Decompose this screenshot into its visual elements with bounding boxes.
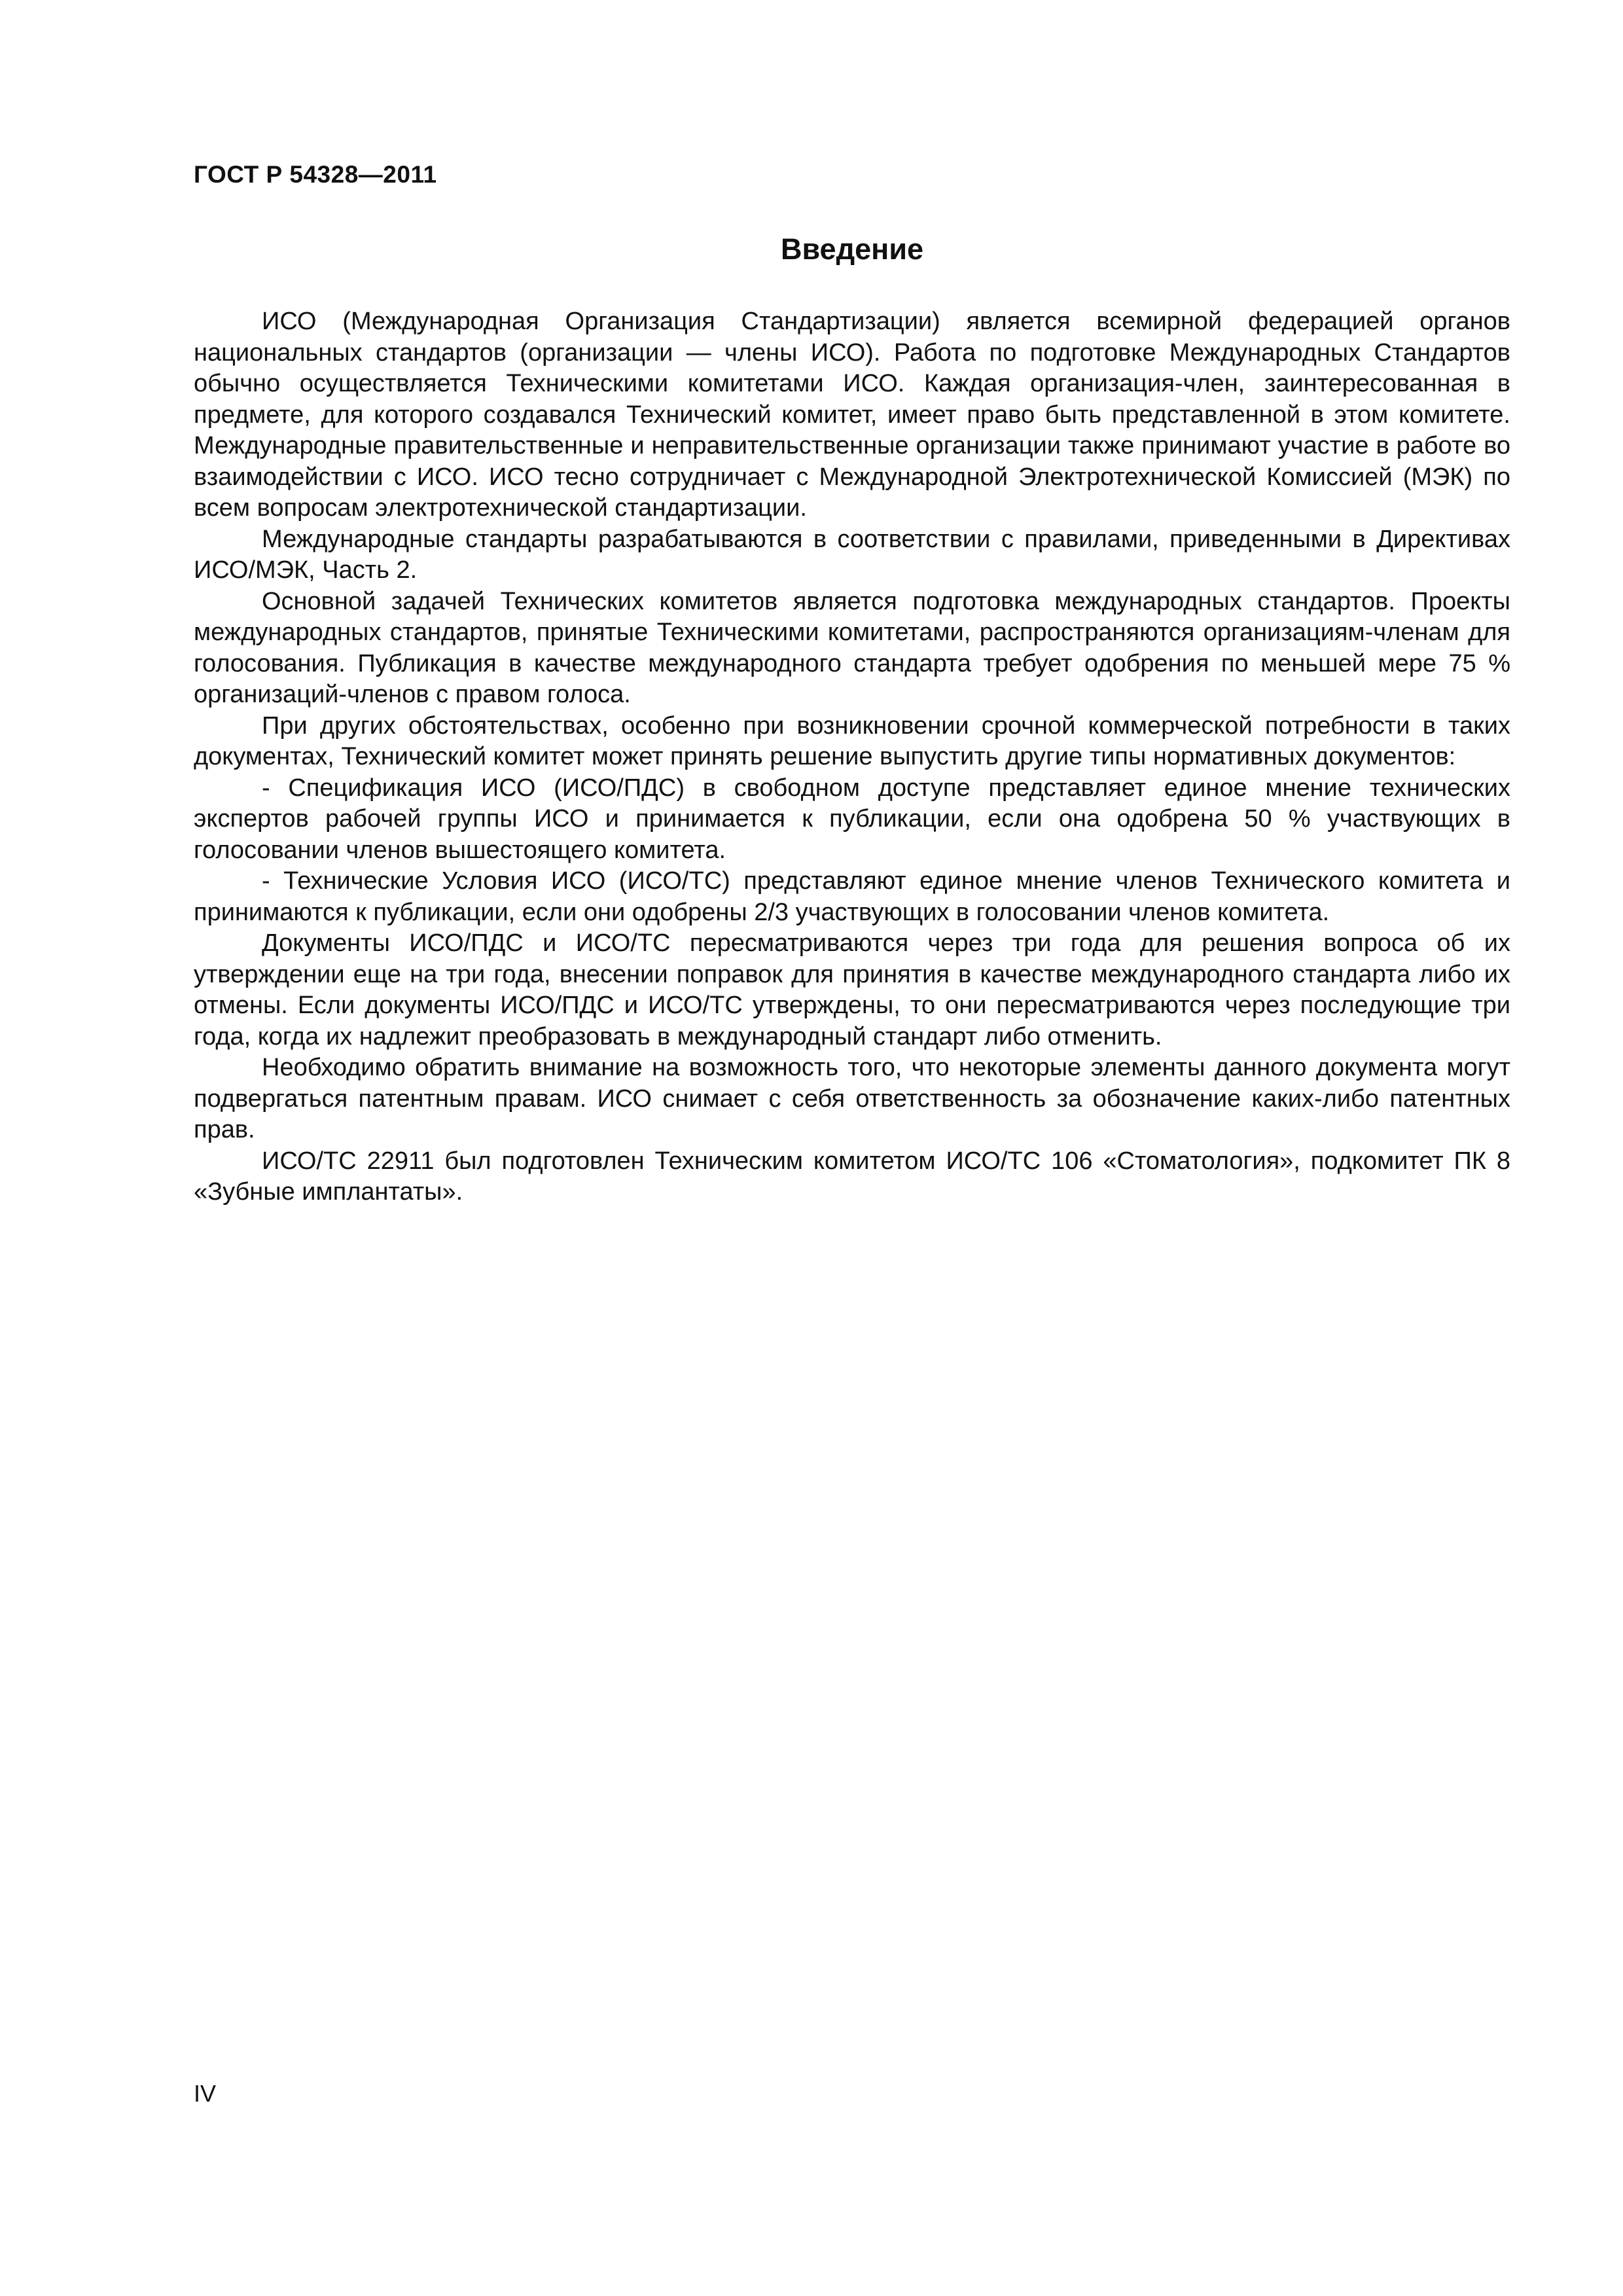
section-body xyxy=(194,306,1510,1208)
section-title: Введение xyxy=(780,232,924,266)
document-code: ГОСТ Р 54328—2011 xyxy=(194,161,437,188)
list-item-iso-pas: - Спецификация ИСО (ИСО/ПДС) в свободном доступе представляет единое мнение технических экспертов рабочей группы ИСО и принимается к публикации, если она одобрена 50 % участвующих в голосовании членов вышестоящего комитета. xyxy=(194,774,1510,864)
list-item-iso-ts: - Технические Условия ИСО (ИСО/ТС) представляют единое мнение членов Технического комитета и принимаются к публикации, если они одобрены 2/3 участвующих в голосовании членов комитета. xyxy=(194,867,1510,926)
page-number: IV xyxy=(194,2080,217,2107)
paragraph-prepared-by: ИСО/ТС 22911 был подготовлен Техническим комитетом ИСО/ТС 106 «Стоматология», подкомитет ПК 8 «Зубные имплантаты». xyxy=(194,1147,1510,1206)
paragraph-review: Документы ИСО/ПДС и ИСО/ТС пересматриваются через три года для решения вопроса об их утверждении еще на три года, внесении поправок для принятия в качестве международного стандарта либо их отмены. Если документы ИСО/ПДС и ИСО/ТС утверждены, то они пересматриваются через последующие три года, когда их надлежит преобразовать в международный стандарт либо отменить. xyxy=(194,929,1510,1050)
paragraph-technical-committees: Основной задачей Технических комитетов является подготовка международных стандартов. Проекты международных стандартов, принятые Техническими комитетами, распространяются организациям-членам для голосования. Публикация в качестве международного стандарта требует одобрения по меньшей мере 75 % организаций-членов с правом голоса. xyxy=(194,587,1510,708)
paragraph-other-circumstances: При других обстоятельствах, особенно при возникновении срочной коммерческой потребности в таких документах, Технический комитет может принять решение выпустить другие типы нормативных документов: xyxy=(194,711,1510,770)
paragraph-iso-overview: ИСО (Международная Организация Стандартизации) является всемирной федерацией органов национальных стандартов (организации — члены ИСО). Работа по подготовке Международных Стандартов обычно осуществляется Техническими комитетами ИСО. Каждая организация-член, заинтересованная в предмете, для которого создавался Технический комитет, имеет право быть представленной в этом комитете. Международные правительственные и неправительственные организации также принимают участие в работе во взаимодействии с ИСО. ИСО тесно сотрудничает с Международной Электротехнической Комиссией (МЭК) по всем вопросам электротехнической стандартизации. xyxy=(194,308,1510,522)
paragraph-directives: Международные стандарты разрабатываются в соответствии с правилами, приведенными в Директивах ИСО/МЭК, Часть 2. xyxy=(194,525,1510,584)
paragraph-patents: Необходимо обратить внимание на возможность того, что некоторые элементы данного документа могут подвергаться патентным правам. ИСО снимает с себя ответственность за обозначение каких-либо патентных прав. xyxy=(194,1054,1510,1143)
